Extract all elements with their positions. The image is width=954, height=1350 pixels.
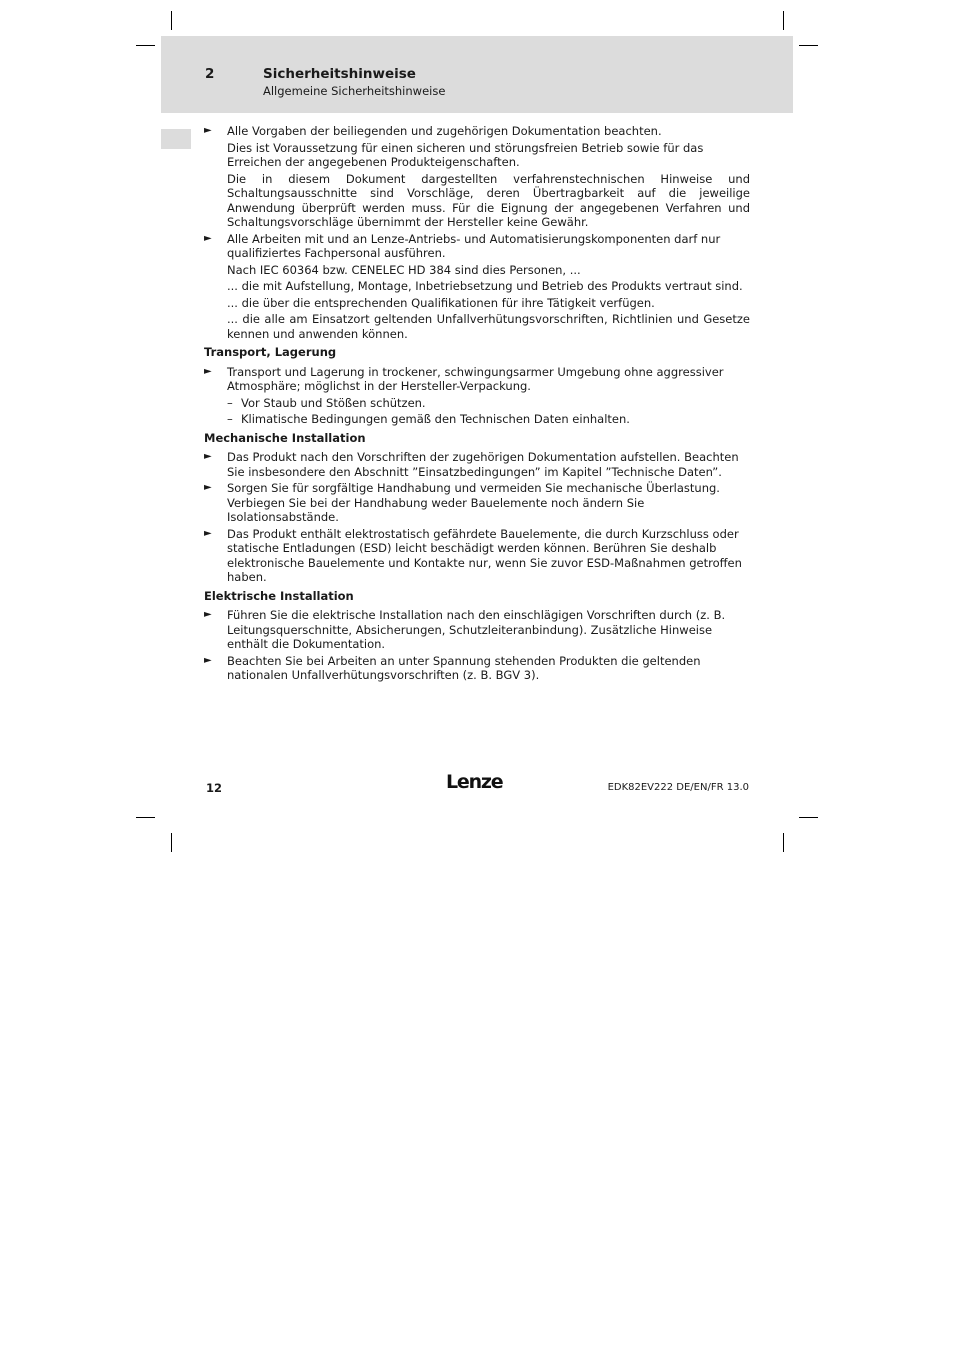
paragraph: Sorgen Sie für sorgfältige Handhabung und vermeiden Sie mechanische Überlastung. Verbiegen Sie bei der Handhabung weder Bauelemente noch ändern Sie Isolationsabstände.: [227, 481, 720, 524]
list-item: [204, 527, 750, 585]
bullet-arrow-icon: ►: [204, 232, 212, 244]
paragraph: Das Produkt nach den Vorschriften der zugehörigen Dokumentation aufstellen. Beachten Sie insbesondere den Abschnitt ”Einsatzbedingungen” im Kapitel ”Technische Daten”.: [227, 450, 739, 479]
crop-mark: [136, 45, 155, 46]
paragraph: ... die über die entsprechenden Qualifikationen für ihre Tätigkeit verfügen.: [227, 295, 655, 310]
list-item: [204, 654, 750, 683]
paragraph: Beachten Sie bei Arbeiten an unter Spannung stehenden Produkten die geltenden nationalen Unfallverhütungsvorschriften (z. B. BGV 3).: [227, 653, 701, 682]
paragraph: Alle Arbeiten mit und an Lenze-Antriebs- und Automatisierungskomponenten darf nur qualifiziertes Fachpersonal ausführen.: [227, 231, 721, 260]
crop-mark: [783, 833, 784, 852]
chapter-number: 2: [205, 66, 215, 82]
paragraph: Führen Sie die elektrische Installation nach den einschlägigen Vorschriften durch (z. B. Leitungsquerschnitte, Absicherungen, Schutzleiteranbindung). Zusätzliche Hinweise enthält die Dokumentation.: [227, 608, 726, 651]
paragraph: ... die alle am Einsatzort geltenden Unfallverhütungsvorschriften, Richtlinien und Gesetze kennen und anwenden können.: [227, 312, 750, 341]
dash-icon: –: [227, 412, 233, 426]
crop-mark: [171, 11, 172, 30]
paragraph: Alle Vorgaben der beiliegenden und zugehörigen Dokumentation beachten.: [227, 124, 662, 138]
dash-text: Klimatische Bedingungen gemäß den Technischen Daten einhalten.: [241, 412, 630, 426]
section-heading-transport: Transport, Lagerung: [204, 345, 337, 359]
bullet-arrow-icon: ►: [204, 527, 212, 539]
crop-mark: [799, 45, 818, 46]
crop-mark: [783, 11, 784, 30]
paragraph: ... die mit Aufstellung, Montage, Inbetriebsetzung und Betrieb des Produkts vertraut sind.: [227, 279, 743, 293]
chapter-subtitle: Allgemeine Sicherheitshinweise: [263, 84, 446, 98]
crop-mark: [171, 833, 172, 852]
chapter-tab-marker: [161, 129, 191, 149]
dash-item: [227, 412, 750, 427]
document-id: EDK82EV222 DE/EN/FR 13.0: [607, 782, 749, 793]
paragraph: Nach IEC 60364 bzw. CENELEC HD 384 sind dies Personen, ...: [227, 262, 581, 277]
chapter-title: Sicherheitshinweise: [263, 66, 416, 82]
crop-mark: [136, 817, 155, 818]
paragraph: Transport und Lagerung in trockener, schwingungsarmer Umgebung ohne aggressiver Atmosphäre; möglichst in der Hersteller-Verpackung.: [227, 364, 724, 393]
section-heading-electrical: Elektrische Installation: [204, 588, 354, 603]
bullet-arrow-icon: ►: [204, 451, 212, 462]
list-item: [204, 450, 750, 479]
paragraph: Dies ist Voraussetzung für einen sicheren und störungsfreien Betrieb sowie für das Erreichen der angegebenen Produkteigenschaften.: [227, 140, 704, 169]
crop-mark: [799, 817, 818, 818]
paragraph: Das Produkt enthält elektrostatisch gefährdete Bauelemente, die durch Kurzschluss oder statische Entladungen (ESD) leicht beschädigt werden können. Berühren Sie deshalb elektronische Bauelemente und Kontakte nur, wenn Sie zuvor ESD-Maßnahmen getroffen haben.: [227, 526, 742, 584]
bullet-arrow-icon: ►: [204, 609, 212, 620]
paragraph: Die in diesem Dokument dargestellten verfahrenstechnischen Hinweise und Schaltungsausschnitte sind Vorschläge, deren Übertragbarkeit auf die jeweilige Anwendung überprüft werden muss. Für die Eignung der angegebenen Verfahren und Schaltungsvorschläge übernimmt der Hersteller keine Gewähr.: [227, 171, 750, 229]
list-item: [204, 124, 750, 230]
bullet-arrow-icon: ►: [204, 365, 212, 377]
list-item: [204, 481, 750, 525]
bullet-arrow-icon: ►: [204, 654, 212, 666]
dash-text: Vor Staub und Stößen schützen.: [241, 395, 426, 410]
bullet-arrow-icon: ►: [204, 125, 212, 136]
list-item: [204, 608, 750, 652]
dash-item: [227, 396, 750, 411]
list-item: [204, 232, 750, 342]
page-number: 12: [206, 781, 223, 795]
list-item: [204, 365, 750, 427]
page-content: [204, 124, 750, 685]
lenze-logo: Lenze: [446, 771, 503, 793]
section-heading-mechanical: Mechanische Installation: [204, 430, 366, 445]
dash-icon: –: [227, 395, 233, 410]
header-band: [161, 36, 793, 113]
bullet-arrow-icon: ►: [204, 482, 212, 493]
